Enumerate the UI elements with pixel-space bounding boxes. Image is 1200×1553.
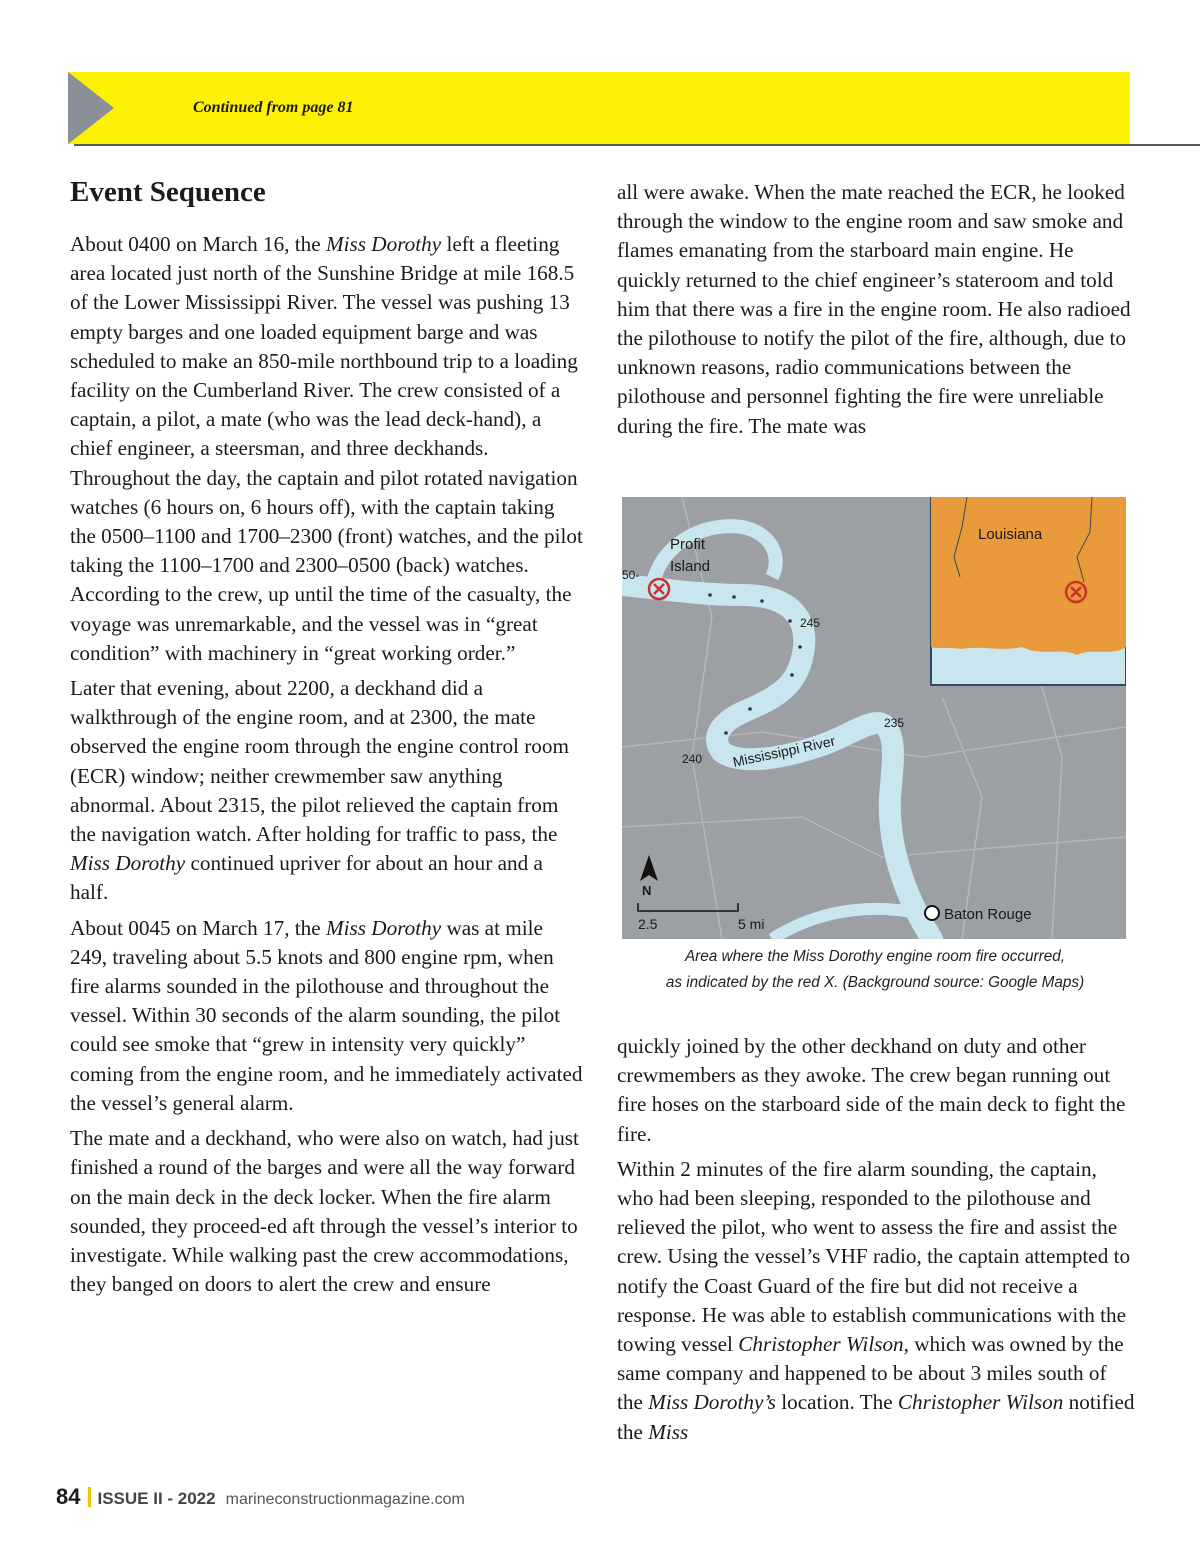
vessel-name: Miss bbox=[648, 1419, 689, 1444]
arrow-icon bbox=[68, 72, 114, 144]
city-marker-icon bbox=[925, 906, 939, 920]
page-footer bbox=[56, 1484, 465, 1510]
location-map bbox=[622, 497, 1126, 939]
map-north-label: N bbox=[642, 883, 652, 898]
paragraph: Within 2 minutes of the fire alarm sounding, the captain, who had been sleeping, responded to the pilothouse and relieved the pilot, who went to assess the fire and assist the crew. Using the vessel’s VHF radio, the captain attempted to notify the Coast Guard of the fire but did not receive a response. He was able to establish communications with the towing vessel Christopher Wilson, which was owned by the same company and happened to be about 3 miles south of the Miss Dorothy’s location. The Christopher Wilson notified the Miss bbox=[617, 1156, 1135, 1444]
header-rule bbox=[74, 144, 1200, 146]
vessel-name: Christopher Wilson bbox=[738, 1332, 904, 1357]
map-scale-b: 5 mi bbox=[738, 916, 765, 932]
website-link[interactable]: marineconstructionmagazine.com bbox=[225, 1491, 465, 1508]
right-column-top bbox=[617, 178, 1137, 447]
section-heading: Event Sequence bbox=[70, 176, 266, 208]
paragraph: About 0400 on March 16, the Miss Dorothy left a fleeting area located just north of the Sunshine Bridge at mile 168.5 of the Lower Mississippi River. The vessel was pushing 13 empty barges and one loaded equipment barge and was scheduled to make an 850-mile northbound trip to a loading facility on the Cumberland River. The crew consisted of a captain, a pilot, a mate (who was the lead deck-hand), a chief engineer, a steersman, and three deckhands. Throughout the day, the captain and pilot rotated navigation watches (6 hours on, 6 hours off), with the captain taking the 0500–1100 and 1700–2300 (front) watches, and the pilot taking the 1100–1700 and 2300–0500 (back) watches. According to the crew, up until the time of the casualty, the voyage was unremarkable, and the vessel was in “great condition” with machinery in “great working order.” bbox=[70, 232, 583, 665]
right-column-bottom bbox=[617, 1032, 1137, 1453]
issue-label: ISSUE II - 2022 bbox=[97, 1489, 216, 1508]
map-label-river: Mississippi River bbox=[731, 732, 837, 770]
vessel-name: Miss Dorothy bbox=[70, 851, 186, 876]
paragraph: Later that evening, about 2200, a deckhand did a walkthrough of the engine room, and at 2300, the mate observed the engine room through the engine control room (ECR) window; neither crewmember saw anything abnormal. About 2315, the pilot relieved the captain from the navigation watch. After holding for traffic to pass, the Miss Dorothy continued upriver for about an hour and a half. bbox=[70, 676, 569, 905]
map-label-island: Island bbox=[670, 558, 711, 575]
page-number: 84 bbox=[56, 1484, 81, 1509]
vessel-name: Miss Dorothy bbox=[325, 232, 442, 256]
map-label-mile-240: 240 bbox=[682, 752, 703, 766]
map-label-profit: Profit bbox=[670, 536, 706, 553]
continued-from-label: Continued from page 81 bbox=[193, 99, 354, 116]
paragraph: The mate and a deckhand, who were also on watch, had just finished a round of the barges and were all the way forward on the main deck in the deck locker. When the fire alarm sounded, they proceed-ed aft through the vessel’s interior to investigate. While walking past the crew accommodations, they banged on doors to alert the crew and ensure bbox=[70, 1126, 579, 1297]
map-scale-a: 2.5 bbox=[638, 916, 658, 932]
map-label-louisiana: Louisiana bbox=[978, 526, 1043, 543]
vessel-name: Christopher Wilson bbox=[897, 1390, 1064, 1415]
vessel-name: Miss Dorothy bbox=[325, 915, 442, 940]
vessel-name: Miss Dorothy’s bbox=[648, 1390, 776, 1415]
paragraph: all were awake. When the mate reached the ECR, he looked through the window to the engine room and saw smoke and flames emanating from the starboard main engine. He quickly returned to the chief engineer’s stateroom and told him that there was a fire in the engine room. He also radioed the pilothouse to notify the pilot of the fire, although, due to unknown reasons, radio communications between the pilothouse and personnel fighting the fire were unreliable during the fire. The mate was bbox=[617, 180, 1131, 438]
left-column bbox=[70, 230, 585, 1305]
paragraph: About 0045 on March 17, the Miss Dorothy was at mile 249, traveling about 5.5 knots and 800 engine rpm, when fire alarms sounded in the pilothouse and throughout the vessel. Within 30 seconds of the alarm sounding, the pilot could see smoke that “grew in intensity very quickly” coming from the engine room, and he immediately activated the vessel’s general alarm. bbox=[70, 915, 583, 1115]
map-label-mile-245: 245 bbox=[800, 616, 821, 630]
figure-caption bbox=[622, 944, 1128, 996]
louisiana-shape bbox=[931, 497, 1126, 655]
footer-divider bbox=[88, 1487, 91, 1507]
map-label-mile-250: 50- bbox=[622, 568, 640, 582]
caption-line: Area where the Miss Dorothy engine room fire occurred, bbox=[684, 948, 1066, 965]
paragraph: quickly joined by the other deckhand on duty and other crewmembers as they awoke. The crew began running out fire hoses on the starboard side of the main deck to fight the fire. bbox=[617, 1034, 1126, 1146]
map-label-city: Baton Rouge bbox=[944, 906, 1032, 923]
map-label-mile-235: 235 bbox=[884, 716, 905, 730]
continued-banner bbox=[68, 72, 1130, 144]
caption-line: as indicated by the red X. (Background source: Google Maps) bbox=[665, 974, 1085, 991]
